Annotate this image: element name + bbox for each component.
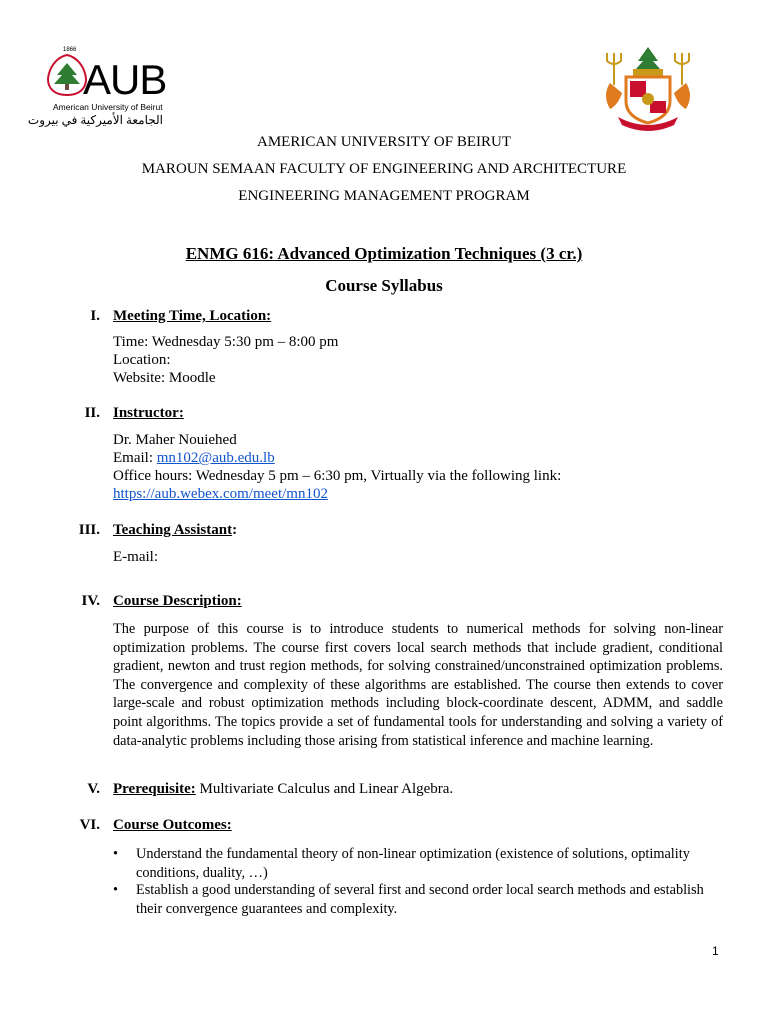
section-3-heading: Teaching Assistant bbox=[113, 522, 233, 538]
webex-link[interactable]: https://aub.webex.com/meet/mn102 bbox=[113, 486, 328, 502]
university-name: AMERICAN UNIVERSITY OF BEIRUT bbox=[256, 134, 512, 150]
instructor-name: Dr. Maher Nouiehed bbox=[113, 432, 237, 448]
faculty-crest-icon bbox=[600, 45, 696, 131]
outcome-item bbox=[113, 881, 725, 919]
faculty-name: MAROUN SEMAAN FACULTY OF ENGINEERING AND ARCHITECTURE bbox=[141, 161, 627, 177]
prerequisite-line bbox=[113, 781, 453, 798]
webex-link-line bbox=[113, 486, 328, 503]
instructor-email-line bbox=[113, 450, 275, 467]
section-6-heading: Course Outcomes: bbox=[113, 817, 232, 833]
aub-full-name: American University of Beirut bbox=[53, 102, 163, 112]
aub-logo bbox=[27, 45, 170, 130]
meeting-time: Time: Wednesday 5:30 pm – 8:00 pm bbox=[113, 334, 339, 350]
instructor-email-label: Email: bbox=[113, 450, 157, 466]
course-website: Website: Moodle bbox=[113, 370, 216, 386]
course-description: The purpose of this course is to introduce students to numerical methods for solving non-linear optimization problems. The course first covers local search methods that include gradient, conditional gradient, newton and trust region methods, for solving constrained/unconstrained optimization problems. The convergence and complexity of these algorithms are established. The course then extends to cover large-scale and robust optimization methods including block-coordinate descent, ADMM, and saddle point algorithms. The topics provide a set of fundamental tools for understanding and solving a variety of data-analytic problems including those arising from statistical inference and machine learning. bbox=[113, 621, 723, 749]
section-3-heading-line bbox=[113, 522, 237, 539]
outcome-item bbox=[113, 845, 725, 883]
section-6-number: VI. bbox=[79, 817, 100, 833]
outcome-text: Establish a good understanding of several first and second order local search methods and establish their convergence guarantees and complexity. bbox=[136, 882, 704, 917]
instructor-email-link[interactable]: mn102@aub.edu.lb bbox=[156, 450, 275, 466]
outcome-text: Understand the fundamental theory of non-linear optimization (existence of solutions, optimality conditions, duality, …) bbox=[136, 846, 690, 881]
section-4-number: IV. bbox=[81, 593, 100, 609]
course-title: ENMG 616: Advanced Optimization Techniques (3 cr.) bbox=[185, 244, 583, 263]
section-1-number: I. bbox=[90, 308, 100, 324]
bullet-icon: • bbox=[113, 882, 119, 898]
section-1-heading: Meeting Time, Location: bbox=[113, 308, 272, 324]
page-number: 1 bbox=[712, 944, 719, 958]
meeting-location: Location: bbox=[113, 352, 171, 368]
course-subtitle: Course Syllabus bbox=[325, 276, 443, 295]
section-2-heading: Instructor: bbox=[113, 405, 184, 421]
aub-year: 1866 bbox=[63, 47, 77, 53]
section-3-number: III. bbox=[78, 522, 100, 538]
section-3-heading-colon: : bbox=[232, 522, 238, 538]
section-4-heading: Course Description: bbox=[113, 593, 242, 609]
aub-abbreviation: AUB bbox=[83, 56, 167, 103]
section-5-heading: Prerequisite: bbox=[113, 781, 196, 797]
aub-arabic-name: الجامعة الأميركية في بيروت bbox=[27, 113, 163, 127]
prerequisite-text: Multivariate Calculus and Linear Algebra. bbox=[195, 781, 454, 797]
section-2-number: II. bbox=[84, 405, 100, 421]
program-name: ENGINEERING MANAGEMENT PROGRAM bbox=[238, 188, 530, 204]
bullet-icon: • bbox=[113, 846, 119, 862]
section-5-number: V. bbox=[87, 781, 100, 797]
ta-email: E-mail: bbox=[113, 549, 158, 565]
office-hours: Office hours: Wednesday 5 pm – 6:30 pm, Virtually via the following link: bbox=[113, 468, 562, 484]
